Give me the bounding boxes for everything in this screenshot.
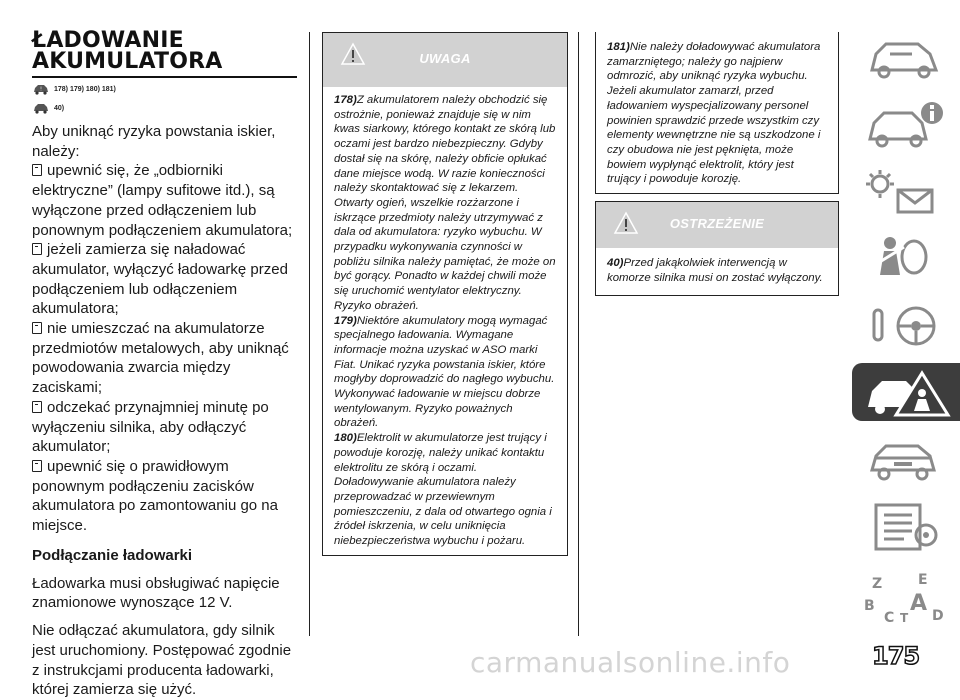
svg-text:D: D	[932, 608, 944, 624]
column-divider	[578, 32, 579, 636]
caution-car-icon	[32, 102, 50, 114]
warning-lights-icon	[860, 166, 950, 216]
warning-continuation-box	[595, 32, 839, 194]
index-icon	[860, 568, 950, 626]
tab-car-info[interactable]	[852, 28, 960, 86]
warning-text: Nie należy doładowywać akumulatora zamarzniętego; należy go najpierw odmrozić, aby uniknąć ryzyka wybuchu. Jeżeli akumulator zamarzł, przed ładowaniem wyspecjalizowany personel powinien sprawdzić przede wszystkim czy elementy wewnętrzne nie są uszkodzone i czy obudowa nie jest pęknięta, może bowiem wypłynąć elektrolit, który jest trujący i powoduje korozję.	[607, 41, 821, 186]
svg-text:C: C	[884, 610, 895, 626]
intro-text: Aby uniknąć ryzyka powstania iskier, należy:	[32, 123, 276, 160]
warning-number: 179)	[334, 314, 357, 327]
page-number: 175	[872, 642, 920, 670]
tab-car-info-i[interactable]	[852, 95, 960, 153]
svg-text:Z: Z	[872, 576, 883, 592]
caution-box-body	[596, 248, 838, 295]
warning-item	[334, 314, 557, 432]
warning-text: Niektóre akumulatory mogą wymagać specjalnego ładowania. Wymagane informacje można uzyskać w ASO marki Fiat. Unikać ryzyka powstania iskier, które mogłyby doprowadzić do nagłego wybuchu. Wykonywać ładowanie w miejscu dobrze wentylowanym. Ryzyko poważnych obrażeń.	[334, 314, 555, 430]
svg-text:T: T	[900, 611, 909, 625]
bullet-item: upewnić się, że „odbiorniki elektryczne” (lampy sufitowe itd.), są wyłączone przed odłączeniem lub ponownym podłączeniem akumulatora;	[32, 161, 297, 240]
maintenance-icon	[860, 434, 950, 484]
tab-emergency[interactable]	[852, 363, 960, 421]
caution-box-title: OSTRZEŻENIE	[669, 216, 765, 231]
reference-line-1	[32, 81, 297, 97]
bullet-item: nie umieszczać na akumulatorze przedmiotów metalowych, aby uniknąć powodowania zwarcia między zaciskami;	[32, 319, 297, 398]
left-column	[32, 30, 297, 700]
technical-data-icon	[860, 501, 950, 551]
title-line-1: ŁADOWANIE	[32, 28, 184, 53]
reference-line-2	[32, 100, 297, 116]
svg-text:E: E	[918, 572, 928, 588]
tab-warning-lights[interactable]	[852, 162, 960, 220]
bullet-item: jeżeli zamierza się naładować akumulator, wyłączyć ładowarkę przed podłączeniem lub odłączeniem akumulatora;	[32, 240, 297, 319]
warning-box-title: UWAGA	[419, 51, 471, 66]
tab-maintenance[interactable]	[852, 430, 960, 488]
caution-number: 40)	[607, 257, 624, 269]
tab-technical-data[interactable]	[852, 497, 960, 555]
paragraph: Nie odłączać akumulatora, gdy silnik jest uruchomiony. Postępować zgodnie z instrukcjami producenta ładowarki, której zamierza się użyć.	[32, 622, 292, 699]
tab-starting-driving[interactable]	[852, 296, 960, 354]
warning-text: Z akumulatorem należy obchodzić się ostrożnie, ponieważ znajduje się w nim kwas siarkowy, którego kontakt ze skórą lub oczami jest bardzo niebezpieczny. Gdyby dostał się na skórę, należy obficie opłukać dane miejsce wodą. W razie konieczności należy skontaktować się z lekarzem. Otwarty ogień, wszelkie rozżarzone i iskrzące przedmioty należy utrzymywać z dala od akumulatora: ryzyko wybuchu. W przypadku wykonywania czynności w pobliżu silnika należy pamiętać, że może on być gorący. Ponadto w każdej chwili może się uruchomić wentylator elektryczny. Ryzyko obrażeń.	[334, 94, 556, 312]
paragraph: Ładowarka musi obsługiwać napięcie znamionowe wynoszące 12 V.	[32, 574, 280, 612]
car-info-i-icon	[860, 99, 950, 149]
starting-driving-icon	[860, 300, 950, 350]
svg-text:B: B	[864, 598, 875, 614]
emergency-icon	[860, 367, 950, 417]
warning-continuation-body	[596, 32, 838, 193]
tab-index[interactable]	[852, 564, 960, 626]
warning-number: 180)	[334, 432, 357, 445]
refs-warning: 178) 179) 180) 181)	[54, 85, 116, 93]
watermark: carmanualsonline.info	[470, 646, 791, 679]
caution-box	[595, 201, 839, 296]
warning-item	[334, 93, 557, 314]
car-info-icon	[860, 32, 950, 82]
warning-number: 178)	[334, 94, 357, 106]
warning-box-body	[323, 87, 567, 555]
column-divider	[309, 32, 310, 636]
warning-car-icon	[32, 83, 50, 95]
tab-safety[interactable]	[852, 229, 960, 287]
warning-number: 181)	[607, 41, 630, 53]
warning-box-header	[323, 33, 567, 87]
bullet-item: upewnić się o prawidłowym ponownym podłączeniu zacisków akumulatora po zamontowaniu go na miejsce.	[32, 457, 297, 536]
caution-box-header	[596, 202, 838, 248]
bullet-item: odczekać przynajmniej minutę po wyłączeniu silnika, aby odłączyć akumulator;	[32, 398, 297, 457]
refs-caution: 40)	[54, 104, 65, 112]
caution-text: Przed jakąkolwiek interwencją w komorze silnika musi on zostać wyłączony.	[607, 257, 823, 284]
chapter-sidebar	[852, 28, 960, 631]
title-line-2: AKUMULATORA	[32, 49, 223, 74]
svg-text:A: A	[910, 591, 928, 616]
safety-airbag-icon	[860, 233, 950, 283]
svg-text:!: !	[39, 86, 43, 93]
title-rule	[32, 76, 297, 78]
warning-box	[322, 32, 568, 556]
warning-item	[334, 431, 557, 549]
section-title	[32, 30, 297, 72]
subheading: Podłączanie ładowarki	[32, 546, 193, 564]
warning-text: Elektrolit w akumulatorze jest trujący i powoduje korozję, należy unikać kontaktu elektrolitu ze skórą i oczami. Doładowywanie akumulatora należy przeprowadzać w przewiewnym pomieszczeniu, z dala od otwartego ognia i źródeł iskrzenia, w celu uniknięcia niebezpieczeństwa wybuchu i pożaru.	[334, 432, 552, 548]
